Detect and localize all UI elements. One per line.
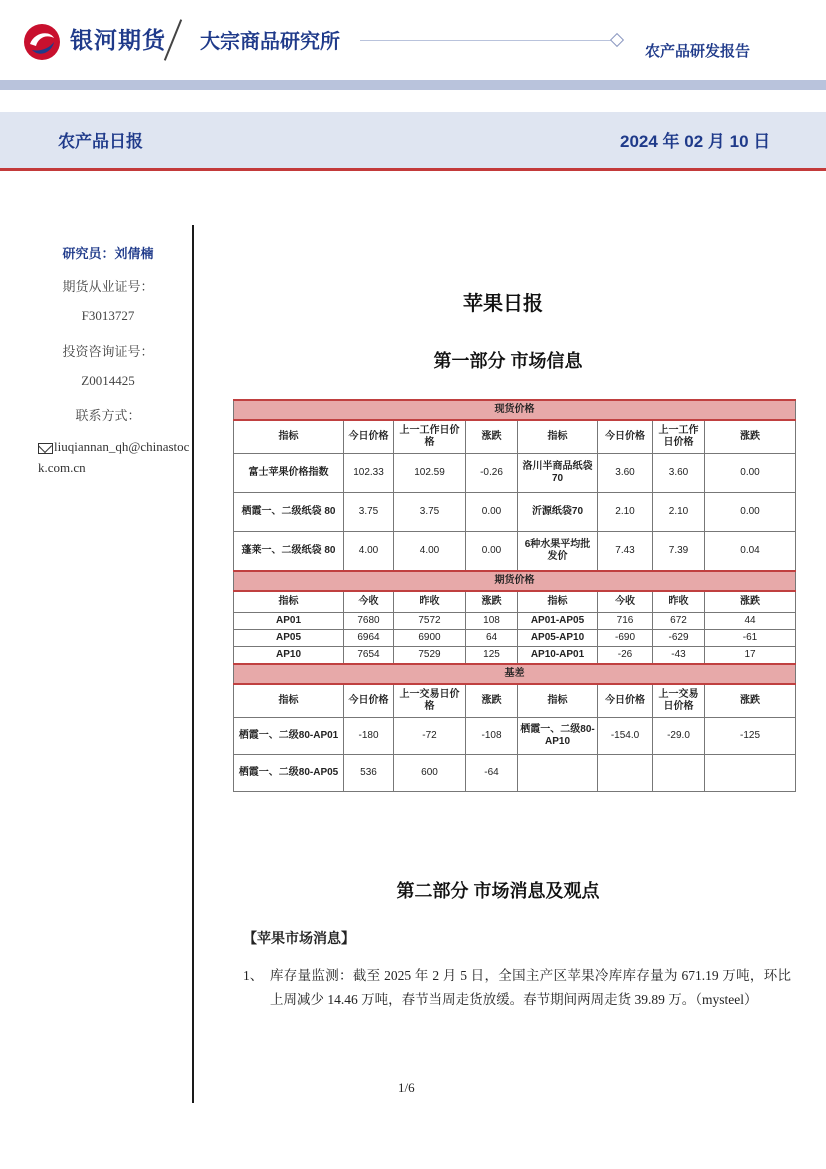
table-cell: -108	[466, 718, 518, 755]
table-cell: 44	[705, 613, 796, 630]
table-cell: AP10	[234, 647, 344, 665]
column-header: 今收	[598, 591, 653, 613]
column-header: 指标	[518, 684, 598, 718]
table-cell: 7.43	[598, 532, 653, 572]
table-row	[234, 718, 796, 755]
table-cell: 102.33	[344, 454, 394, 493]
title-band-red-rule	[0, 168, 826, 171]
news-item-number: 1、	[243, 968, 264, 983]
column-header: 今日价格	[344, 684, 394, 718]
futures-cert-label: 期货从业证号：	[62, 279, 154, 294]
column-header: 指标	[234, 420, 344, 454]
header-band-top	[0, 80, 826, 90]
table-cell: 7654	[344, 647, 394, 665]
table-cell: 3.60	[653, 454, 705, 493]
table-cell: 7.39	[653, 532, 705, 572]
table-cell: 栖霞一、二级80-AP10	[518, 718, 598, 755]
futures-cert-number: F3013727	[81, 308, 135, 323]
table-row	[234, 630, 796, 647]
news-item	[243, 964, 791, 1012]
company-name: 银河期货	[70, 27, 166, 53]
contact-label: 联系方式：	[75, 408, 141, 423]
diamond-icon	[610, 33, 624, 47]
table-cell: -26	[598, 647, 653, 665]
part-two-heading: 第二部分 市场消息及观点	[396, 881, 600, 901]
table-cell: 125	[466, 647, 518, 665]
researcher-name: 研究员：刘倩楠	[62, 246, 154, 261]
header-divider	[164, 19, 182, 61]
galaxy-logo-icon	[22, 22, 62, 62]
column-header: 涨跌	[466, 684, 518, 718]
column-header: 指标	[518, 420, 598, 454]
contact-email[interactable]: liuqiannan_qh@chinastock.com.cn	[38, 439, 190, 475]
futures-section-header: 期货价格	[234, 571, 796, 591]
table-cell: 2.10	[598, 493, 653, 532]
table-cell: -154.0	[598, 718, 653, 755]
table-cell: 600	[394, 755, 466, 792]
table-cell: 64	[466, 630, 518, 647]
table-cell: 富士苹果价格指数	[234, 454, 344, 493]
table-cell: 17	[705, 647, 796, 665]
mail-icon	[38, 443, 53, 454]
table-cell: 4.00	[394, 532, 466, 572]
table-cell: -180	[344, 718, 394, 755]
column-header: 昨收	[394, 591, 466, 613]
column-header: 涨跌	[705, 684, 796, 718]
table-cell: -72	[394, 718, 466, 755]
column-header: 上一交易日价格	[394, 684, 466, 718]
column-header: 上一交易日价格	[653, 684, 705, 718]
column-header: 涨跌	[466, 420, 518, 454]
column-header: 上一工作日价格	[394, 420, 466, 454]
table-cell: 栖霞一、二级纸袋 80	[234, 493, 344, 532]
table-cell: 蓬莱一、二级纸袋 80	[234, 532, 344, 572]
table-cell: AP01	[234, 613, 344, 630]
table-cell: 3.75	[344, 493, 394, 532]
institute-name: 大宗商品研究所	[200, 31, 340, 53]
column-header: 今日价格	[598, 420, 653, 454]
news-item-text: 库存量监测：截至 2025 年 2 月 5 日，全国主产区苹果冷库库存量为 671.19 万吨，环比上周减少 14.46 万吨，春节当周走货放缓。春节期间两周走货 39.89 万。（mysteel）	[270, 968, 791, 1007]
table-cell: 栖霞一、二级80-AP05	[234, 755, 344, 792]
column-header: 今日价格	[598, 684, 653, 718]
table-row	[234, 454, 796, 493]
news-section-heading: 【苹果市场消息】	[243, 932, 355, 947]
daily-report-title: 农产品日报	[58, 132, 143, 151]
column-header: 今日价格	[344, 420, 394, 454]
table-cell: 2.10	[653, 493, 705, 532]
column-header: 涨跌	[705, 591, 796, 613]
table-cell: -64	[466, 755, 518, 792]
decorative-line	[360, 40, 615, 41]
table-cell	[518, 755, 598, 792]
table-cell: -629	[653, 630, 705, 647]
sidebar-divider	[192, 225, 194, 1103]
table-cell: -0.26	[466, 454, 518, 493]
table-cell: AP05	[234, 630, 344, 647]
page-number: 1/6	[398, 1080, 415, 1095]
table-cell: 0.00	[705, 454, 796, 493]
part-one-heading: 第一部分 市场信息	[433, 351, 583, 371]
table-cell: 6种水果平均批发价	[518, 532, 598, 572]
table-cell: 6964	[344, 630, 394, 647]
table-cell: 716	[598, 613, 653, 630]
table-cell: AP01-AP05	[518, 613, 598, 630]
table-cell: 108	[466, 613, 518, 630]
table-cell: AP10-AP01	[518, 647, 598, 665]
column-header: 涨跌	[705, 420, 796, 454]
table-cell: -29.0	[653, 718, 705, 755]
table-cell: 7680	[344, 613, 394, 630]
table-cell: -43	[653, 647, 705, 665]
table-cell	[598, 755, 653, 792]
table-cell: 4.00	[344, 532, 394, 572]
table-cell	[705, 755, 796, 792]
market-info-table	[233, 399, 796, 792]
table-cell: 102.59	[394, 454, 466, 493]
table-cell: -61	[705, 630, 796, 647]
table-cell: 0.04	[705, 532, 796, 572]
table-cell	[653, 755, 705, 792]
table-cell: 672	[653, 613, 705, 630]
document-title: 苹果日报	[463, 293, 543, 315]
table-cell: 6900	[394, 630, 466, 647]
report-date: 2024 年 02 月 10 日	[620, 132, 771, 151]
column-header: 昨收	[653, 591, 705, 613]
table-row	[234, 613, 796, 630]
invest-cert-label: 投资咨询证号：	[62, 344, 154, 359]
table-cell: 7572	[394, 613, 466, 630]
table-cell: 沂源纸袋70	[518, 493, 598, 532]
table-cell: 3.75	[394, 493, 466, 532]
table-row	[234, 647, 796, 665]
table-cell: 0.00	[466, 532, 518, 572]
column-header: 指标	[234, 684, 344, 718]
column-header: 指标	[234, 591, 344, 613]
table-row	[234, 755, 796, 792]
invest-cert-number: Z0014425	[81, 373, 135, 388]
table-cell: 7529	[394, 647, 466, 665]
table-cell: 栖霞一、二级80-AP01	[234, 718, 344, 755]
column-header: 今收	[344, 591, 394, 613]
table-row	[234, 493, 796, 532]
table-cell: -125	[705, 718, 796, 755]
table-row	[234, 532, 796, 572]
table-cell: 洛川半商品纸袋70	[518, 454, 598, 493]
column-header: 涨跌	[466, 591, 518, 613]
contact-email-block	[38, 436, 190, 478]
table-cell: 536	[344, 755, 394, 792]
basis-section-header: 基差	[234, 664, 796, 684]
table-cell: AP05-AP10	[518, 630, 598, 647]
column-header: 上一工作日价格	[653, 420, 705, 454]
table-cell: 0.00	[466, 493, 518, 532]
spot-section-header: 现货价格	[234, 400, 796, 420]
table-cell: 3.60	[598, 454, 653, 493]
table-cell: 0.00	[705, 493, 796, 532]
table-cell: -690	[598, 630, 653, 647]
report-type: 农产品研发报告	[645, 43, 751, 60]
column-header: 指标	[518, 591, 598, 613]
